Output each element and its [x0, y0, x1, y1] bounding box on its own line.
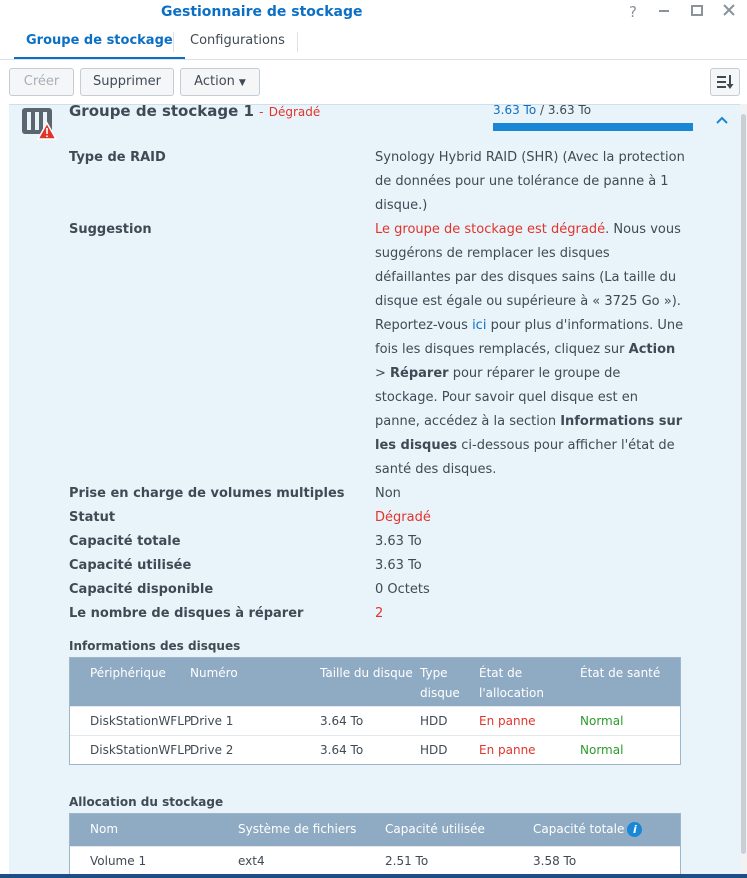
allocation-table: [69, 813, 681, 876]
tab-separator: [297, 32, 298, 52]
multi-volume-label: Prise en charge de volumes multiples: [69, 486, 345, 501]
table-row[interactable]: DiskStationWFLP Drive 2 3.64 To HDD En panne Normal: [70, 735, 680, 764]
app-title: Gestionnaire de stockage: [161, 4, 363, 20]
tab-separator: [173, 32, 174, 52]
capacity-progress-bar: [493, 123, 693, 131]
minimize-icon[interactable]: [653, 2, 675, 22]
disk-info-title: Informations des disques: [69, 639, 241, 653]
help-icon[interactable]: ?: [629, 3, 637, 21]
col-name[interactable]: Nom: [90, 822, 119, 836]
create-button[interactable]: Créer: [9, 68, 74, 96]
capacity-separator: /: [540, 104, 545, 117]
status-label: Statut: [69, 510, 116, 525]
used-capacity-label: Capacité utilisée: [69, 558, 192, 573]
col-type[interactable]: Type disque: [420, 666, 460, 700]
delete-button[interactable]: Supprimer: [80, 68, 174, 96]
suggestion-text: Le groupe de stockage est dégradé. Nous vous suggérons de remplacer les disques défaillantes par des disques sains (La taille du disque est égale ou supérieure à « 3725 Go »). Reportez-vous ici pour plus d'informations. Une fois les disques remplacés, cliquez sur Action > Réparer pour réparer le groupe de stockage. Pour savoir quel disque est en panne, accédez à la section Informations sur les disques ci-dessous pour afficher l'état de santé des disques.: [375, 222, 684, 477]
pool-title: [69, 104, 320, 120]
action-button[interactable]: [180, 68, 260, 96]
multi-volume-value: Non: [375, 486, 401, 501]
available-capacity-value: 0 Octets: [375, 582, 430, 597]
maximize-icon[interactable]: [686, 2, 708, 22]
total-capacity-value: 3.63 To: [375, 534, 422, 549]
degraded-storage-pool-icon: [21, 107, 57, 141]
table-row[interactable]: DiskStationWFLP Drive 1 3.64 To HDD En panne Normal: [70, 706, 680, 735]
tab-configurations[interactable]: Configurations: [190, 33, 285, 48]
disk-info-table: [69, 657, 681, 765]
raid-type-label: Type de RAID: [69, 150, 166, 165]
suggestion-label: Suggestion: [69, 222, 152, 237]
capacity-summary: [493, 104, 591, 117]
tab-bar: [0, 26, 747, 60]
repair-count-value: 2: [375, 606, 384, 621]
col-device[interactable]: Périphérique: [90, 666, 166, 680]
scrollbar-thumb[interactable]: [741, 114, 746, 854]
pool-status-separator: -: [259, 105, 264, 119]
title-bar: [0, 0, 747, 26]
col-size[interactable]: Taille du disque: [320, 666, 413, 680]
col-filesystem[interactable]: Système de fichiers: [238, 822, 357, 836]
capacity-total: 3.63 To: [547, 104, 592, 117]
info-icon[interactable]: i: [627, 822, 642, 837]
capacity-used: 3.63 To: [493, 104, 537, 117]
suggestion-degraded-text: Le groupe de stockage est dégradé: [375, 222, 606, 237]
col-allocation[interactable]: État de l'allocation: [479, 666, 544, 700]
sort-icon: [716, 74, 734, 90]
storage-pool-panel: [9, 104, 740, 878]
used-capacity-value: 3.63 To: [375, 558, 422, 573]
pool-name: Groupe de stockage 1: [69, 104, 254, 120]
allocation-title: Allocation du stockage: [69, 795, 224, 809]
taskbar-edge: [0, 874, 747, 878]
raid-type-value: Synology Hybrid RAID (SHR) (Avec la protection de données pour une tolérance de panne à 1 disque.): [375, 150, 685, 213]
disk-table-header: [70, 658, 680, 706]
caret-down-icon: ▼: [238, 78, 246, 88]
allocation-table-header: [70, 814, 680, 846]
pool-status-badge: Dégradé: [268, 105, 321, 119]
suggestion-link[interactable]: ici: [472, 318, 487, 333]
col-number[interactable]: Numéro: [190, 666, 238, 680]
status-value: Dégradé: [375, 510, 431, 525]
toolbar: [0, 60, 747, 102]
repair-count-label: Le nombre de disques à réparer: [69, 606, 304, 621]
action-button-label: Action: [194, 74, 235, 89]
table-row[interactable]: Volume 1 ext4 2.51 To 3.58 To: [70, 846, 680, 875]
col-health[interactable]: État de santé: [580, 666, 661, 680]
vertical-scrollbar[interactable]: [740, 104, 747, 878]
chevron-up-icon[interactable]: [714, 112, 730, 128]
available-capacity-label: Capacité disponible: [69, 582, 214, 597]
close-icon[interactable]: [718, 2, 740, 22]
tab-storage-pool[interactable]: Groupe de stockage: [14, 26, 185, 59]
col-used-capacity[interactable]: Capacité utilisée: [385, 822, 485, 836]
total-capacity-label: Capacité totale: [69, 534, 181, 549]
sort-button[interactable]: [710, 68, 740, 96]
col-total-capacity[interactable]: Capacité totale i: [533, 819, 642, 839]
